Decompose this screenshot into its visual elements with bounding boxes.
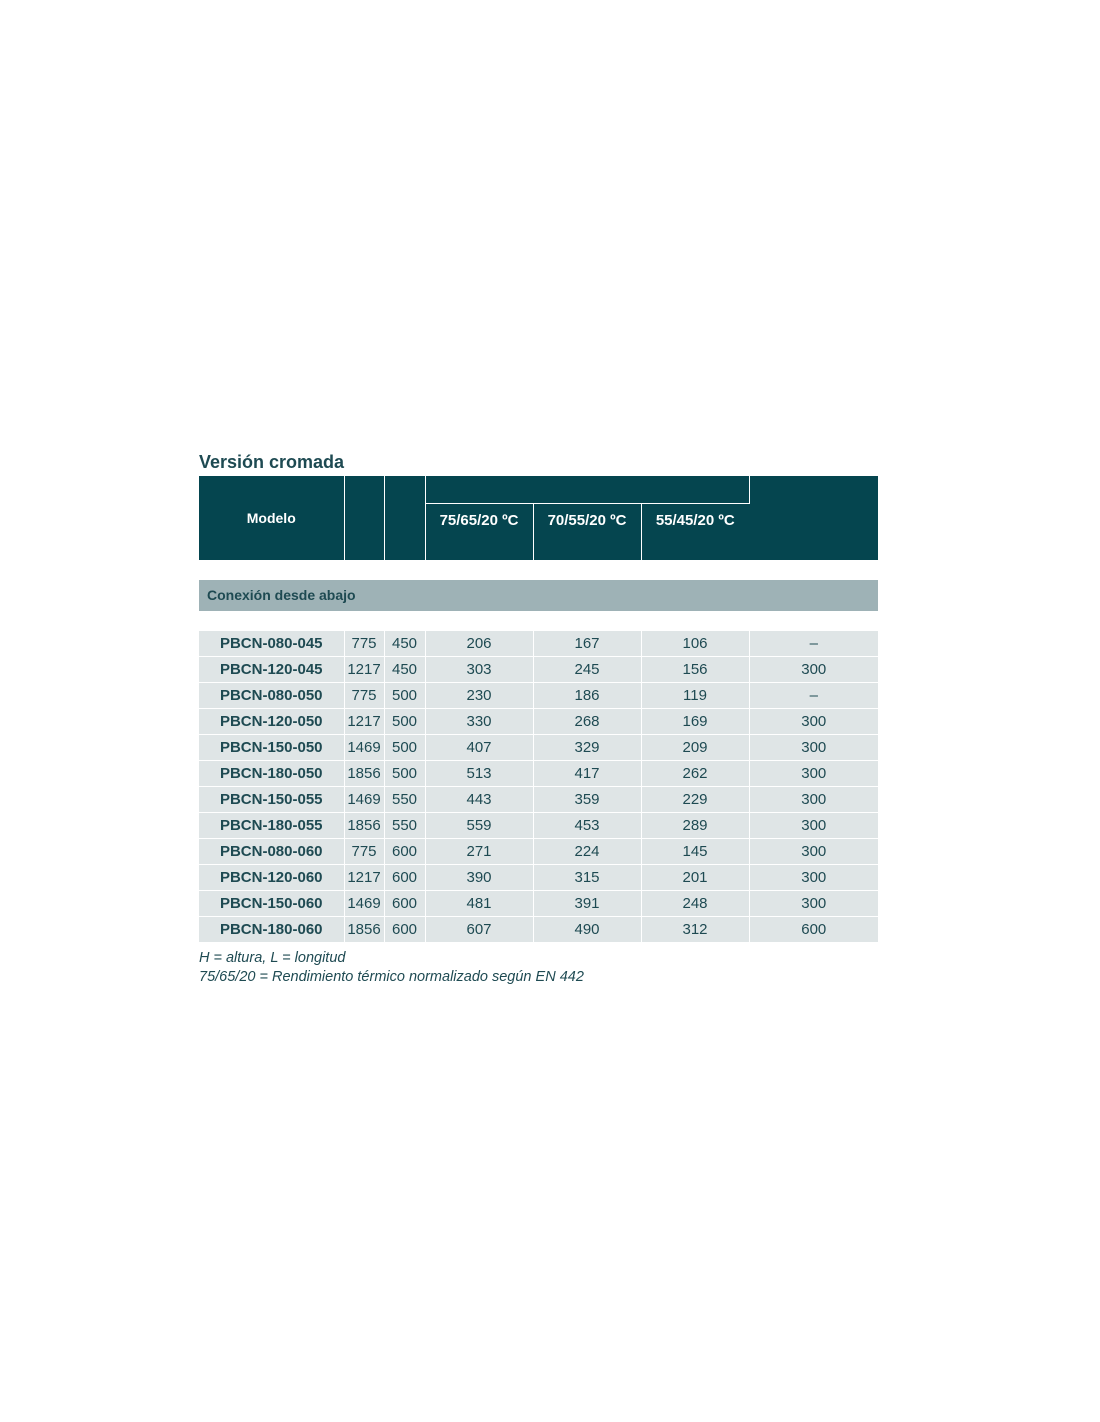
cell-height: 775 bbox=[344, 631, 384, 657]
cell-model: PBCN-180-055 bbox=[199, 812, 344, 838]
cell-model: PBCN-080-060 bbox=[199, 838, 344, 864]
table-row bbox=[199, 656, 878, 682]
cell-height: 1856 bbox=[344, 812, 384, 838]
cell-last: 300 bbox=[749, 786, 878, 812]
table-row bbox=[199, 786, 878, 812]
cell-height: 1217 bbox=[344, 708, 384, 734]
cell-output-55: 169 bbox=[641, 708, 749, 734]
cell-height: 1469 bbox=[344, 890, 384, 916]
cell-length: 500 bbox=[384, 682, 425, 708]
cell-output-75: 303 bbox=[425, 656, 533, 682]
cell-output-55: 201 bbox=[641, 864, 749, 890]
cell-output-75: 443 bbox=[425, 786, 533, 812]
cell-length: 600 bbox=[384, 838, 425, 864]
header-temp-70: 70/55/20 ºC bbox=[533, 504, 641, 560]
cell-output-55: 145 bbox=[641, 838, 749, 864]
cell-output-70: 417 bbox=[533, 760, 641, 786]
cell-last: 300 bbox=[749, 890, 878, 916]
header-l bbox=[384, 476, 425, 560]
table-row bbox=[199, 631, 878, 657]
footnotes bbox=[199, 949, 878, 987]
header-model: Modelo bbox=[199, 476, 344, 560]
cell-output-70: 315 bbox=[533, 864, 641, 890]
cell-length: 500 bbox=[384, 734, 425, 760]
cell-output-70: 453 bbox=[533, 812, 641, 838]
cell-model: PBCN-080-050 bbox=[199, 682, 344, 708]
cell-height: 1217 bbox=[344, 656, 384, 682]
cell-output-55: 262 bbox=[641, 760, 749, 786]
cell-last: 300 bbox=[749, 812, 878, 838]
cell-model: PBCN-120-050 bbox=[199, 708, 344, 734]
spec-table-block bbox=[199, 452, 878, 987]
cell-last: – bbox=[749, 631, 878, 657]
cell-model: PBCN-150-060 bbox=[199, 890, 344, 916]
cell-model: PBCN-180-060 bbox=[199, 916, 344, 942]
footnote-standard: 75/65/20 = Rendimiento térmico normalizado según EN 442 bbox=[199, 968, 584, 985]
table-row bbox=[199, 916, 878, 942]
section-row bbox=[199, 580, 878, 611]
cell-height: 1856 bbox=[344, 916, 384, 942]
cell-last: 300 bbox=[749, 838, 878, 864]
spacer bbox=[199, 560, 878, 580]
cell-length: 550 bbox=[384, 786, 425, 812]
cell-height: 1217 bbox=[344, 864, 384, 890]
cell-output-75: 481 bbox=[425, 890, 533, 916]
cell-last: 600 bbox=[749, 916, 878, 942]
cell-output-75: 390 bbox=[425, 864, 533, 890]
header-temp-55: 55/45/20 ºC bbox=[641, 504, 749, 560]
cell-length: 450 bbox=[384, 656, 425, 682]
header-row-top bbox=[199, 476, 878, 504]
header-h bbox=[344, 476, 384, 560]
table-row bbox=[199, 682, 878, 708]
cell-length: 500 bbox=[384, 760, 425, 786]
footnote-dimensions: H = altura, L = longitud bbox=[199, 949, 346, 966]
table-row bbox=[199, 812, 878, 838]
cell-output-70: 224 bbox=[533, 838, 641, 864]
cell-model: PBCN-150-050 bbox=[199, 734, 344, 760]
cell-output-75: 513 bbox=[425, 760, 533, 786]
table-row bbox=[199, 760, 878, 786]
cell-output-55: 209 bbox=[641, 734, 749, 760]
cell-height: 775 bbox=[344, 838, 384, 864]
cell-model: PBCN-080-045 bbox=[199, 631, 344, 657]
cell-output-70: 490 bbox=[533, 916, 641, 942]
cell-output-70: 186 bbox=[533, 682, 641, 708]
cell-output-75: 330 bbox=[425, 708, 533, 734]
cell-output-70: 359 bbox=[533, 786, 641, 812]
cell-output-75: 206 bbox=[425, 631, 533, 657]
cell-height: 1469 bbox=[344, 734, 384, 760]
cell-output-75: 559 bbox=[425, 812, 533, 838]
cell-last: 300 bbox=[749, 708, 878, 734]
cell-length: 550 bbox=[384, 812, 425, 838]
cell-output-70: 167 bbox=[533, 631, 641, 657]
table-row bbox=[199, 838, 878, 864]
cell-length: 450 bbox=[384, 631, 425, 657]
cell-output-70: 268 bbox=[533, 708, 641, 734]
cell-output-70: 391 bbox=[533, 890, 641, 916]
spacer bbox=[199, 611, 878, 631]
cell-last: 300 bbox=[749, 864, 878, 890]
cell-length: 500 bbox=[384, 708, 425, 734]
cell-length: 600 bbox=[384, 864, 425, 890]
cell-output-75: 407 bbox=[425, 734, 533, 760]
cell-model: PBCN-120-045 bbox=[199, 656, 344, 682]
cell-output-55: 312 bbox=[641, 916, 749, 942]
table-body bbox=[199, 631, 878, 943]
cell-output-75: 607 bbox=[425, 916, 533, 942]
cell-last: 300 bbox=[749, 760, 878, 786]
cell-model: PBCN-180-050 bbox=[199, 760, 344, 786]
cell-height: 1469 bbox=[344, 786, 384, 812]
table-row bbox=[199, 890, 878, 916]
cell-output-55: 106 bbox=[641, 631, 749, 657]
cell-output-55: 156 bbox=[641, 656, 749, 682]
header-last bbox=[749, 476, 878, 560]
cell-height: 1856 bbox=[344, 760, 384, 786]
cell-height: 775 bbox=[344, 682, 384, 708]
header-temp-group bbox=[425, 476, 749, 504]
cell-length: 600 bbox=[384, 916, 425, 942]
cell-last: 300 bbox=[749, 656, 878, 682]
cell-last: 300 bbox=[749, 734, 878, 760]
table-row bbox=[199, 708, 878, 734]
cell-output-55: 119 bbox=[641, 682, 749, 708]
cell-length: 600 bbox=[384, 890, 425, 916]
cell-output-70: 329 bbox=[533, 734, 641, 760]
table-row bbox=[199, 734, 878, 760]
table-title: Versión cromada bbox=[199, 452, 345, 472]
cell-output-70: 245 bbox=[533, 656, 641, 682]
cell-output-75: 271 bbox=[425, 838, 533, 864]
cell-model: PBCN-150-055 bbox=[199, 786, 344, 812]
cell-model: PBCN-120-060 bbox=[199, 864, 344, 890]
cell-output-55: 248 bbox=[641, 890, 749, 916]
cell-output-55: 289 bbox=[641, 812, 749, 838]
header-temp-75: 75/65/20 ºC bbox=[425, 504, 533, 560]
table-row bbox=[199, 864, 878, 890]
section-label: Conexión desde abajo bbox=[199, 580, 878, 611]
cell-output-55: 229 bbox=[641, 786, 749, 812]
cell-last: – bbox=[749, 682, 878, 708]
cell-output-75: 230 bbox=[425, 682, 533, 708]
spec-table bbox=[199, 476, 878, 943]
